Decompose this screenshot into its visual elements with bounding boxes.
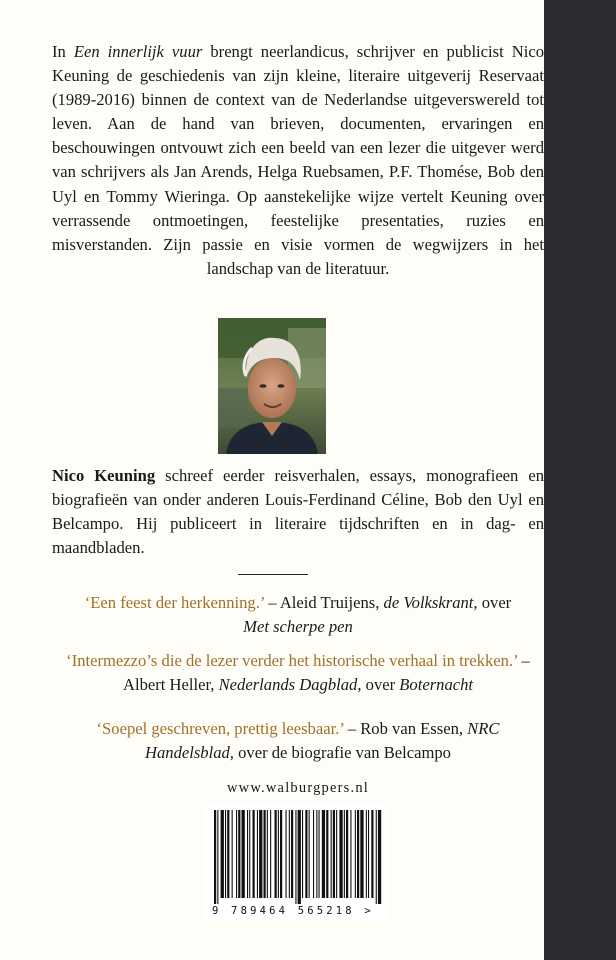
barcode-bar bbox=[313, 810, 314, 898]
review-source: Nederlands Dagblad bbox=[218, 675, 358, 695]
barcode-bar bbox=[326, 810, 328, 898]
barcode-bar bbox=[309, 810, 310, 898]
barcode-bar bbox=[270, 810, 271, 898]
barcode-bar bbox=[264, 810, 266, 898]
barcode-bar bbox=[333, 810, 335, 898]
review-attribution: – Aleid Truijens, bbox=[264, 593, 384, 612]
review-work: Met scherpe pen bbox=[243, 617, 353, 637]
barcode-bar bbox=[291, 810, 293, 898]
barcode-bar bbox=[378, 810, 381, 904]
barcode-bar bbox=[336, 810, 337, 898]
review-quote-text: ‘Soepel geschreven, prettig leesbaar.’ bbox=[96, 719, 344, 738]
barcode-bars bbox=[204, 804, 388, 906]
barcode-bar bbox=[227, 810, 229, 898]
back-cover bbox=[30, 0, 544, 960]
barcode-bar bbox=[259, 810, 262, 898]
barcode-bar bbox=[350, 810, 351, 898]
isbn-number: 9 789464 565218 > bbox=[212, 905, 374, 917]
publisher-url[interactable]: www.walburgpers.nl bbox=[226, 780, 369, 796]
barcode-bar bbox=[236, 810, 237, 898]
author-bio bbox=[52, 464, 544, 560]
barcode-bar bbox=[376, 810, 377, 904]
barcode-bar bbox=[302, 810, 303, 898]
barcode-bar bbox=[267, 810, 268, 898]
barcode-bar bbox=[232, 810, 233, 898]
review-work: Boternacht bbox=[399, 675, 474, 695]
barcode-bar bbox=[316, 810, 317, 898]
barcode-bar bbox=[346, 810, 348, 898]
review-quote-text: ‘Intermezzo’s die de lezer verder het historische verhaal in trekken.’ bbox=[66, 651, 518, 670]
author-photo bbox=[218, 318, 326, 454]
barcode-bar bbox=[322, 810, 325, 898]
review-quote-2 bbox=[52, 649, 544, 697]
barcode-bar bbox=[280, 810, 282, 898]
barcode-bar bbox=[368, 810, 369, 898]
barcode-bar bbox=[366, 810, 367, 898]
barcode-bar bbox=[305, 810, 307, 898]
review-source: NRC Handelsblad, bbox=[145, 719, 500, 763]
barcode-bar bbox=[339, 810, 342, 898]
blurb-text-start: In bbox=[52, 42, 74, 61]
review-quote-3 bbox=[52, 717, 544, 765]
book-title-italic: Een innerlijk vuur bbox=[73, 42, 203, 61]
barcode-bar bbox=[238, 810, 240, 898]
barcode-bar bbox=[257, 810, 258, 898]
barcode-bar bbox=[357, 810, 359, 898]
author-portrait-image bbox=[218, 318, 326, 454]
barcode-bar bbox=[217, 810, 218, 904]
barcode-bar bbox=[221, 810, 224, 898]
barcode-bar bbox=[371, 810, 373, 898]
barcode-bar bbox=[319, 810, 320, 898]
barcode-bar bbox=[242, 810, 245, 898]
review-attribution: – Rob van Essen, bbox=[343, 719, 468, 738]
barcode-bar bbox=[295, 810, 296, 904]
review-over: , over bbox=[473, 593, 512, 612]
barcode-bar bbox=[298, 810, 301, 904]
review-over: over de biografie van Belcampo bbox=[233, 743, 451, 763]
barcode-bar bbox=[278, 810, 279, 898]
review-quote-1 bbox=[52, 591, 544, 639]
review-source: de Volkskrant bbox=[383, 593, 474, 612]
author-bio-text: schreef eerder reisverhalen, essays, monografieen en biografieën van onder anderen Louis-Ferdinand Céline, Bob den Uyl en Belcampo. Hij publiceert in literaire tijdschriften en in dag- en maandbladen. bbox=[52, 466, 544, 558]
barcode-bar bbox=[247, 810, 248, 898]
barcode-bar bbox=[344, 810, 345, 898]
barcode-bar bbox=[249, 810, 250, 898]
barcode-bar bbox=[214, 810, 216, 904]
divider bbox=[238, 574, 308, 575]
author-name: Nico Keuning bbox=[52, 466, 156, 485]
book-blurb bbox=[52, 40, 544, 281]
barcode-bar bbox=[286, 810, 287, 898]
isbn-barcode bbox=[204, 804, 388, 922]
barcode-bar bbox=[355, 810, 356, 898]
barcode-bar bbox=[331, 810, 332, 898]
review-over: , over bbox=[357, 675, 400, 695]
book-spine bbox=[544, 0, 616, 960]
barcode-bar bbox=[225, 810, 226, 898]
barcode-bar bbox=[253, 810, 255, 898]
review-quote-text: ‘Een feest der herkenning.’ bbox=[84, 593, 265, 612]
barcode-bar bbox=[275, 810, 277, 898]
barcode-bar bbox=[360, 810, 363, 898]
blurb-text: brengt neerlandicus, schrijver en publicist Nico Keuning de geschiedenis van zijn kleine, literaire uitgeverij Reservaat (1989-2016) binnen de context van de Nederlandse uitgeverswereld tot leven. Aan de hand van brieven, documenten, ervaringen en beschouwingen ontvouwt zich een beeld van een lezer die uitgever werd van schrijvers als Jan Arends, Helga Ruebsamen, P.F. Thomése, Bob den Uyl en Tommy Wieringa. Op aanstekelijke wijze vertelt Keuning over verrassende ontmoetingen, feestelijke presentaties, ruzies en misverstanden. Zijn passie en visie vormen de wegwijzers in het landschap van de literatuur. bbox=[52, 42, 544, 278]
review-attribution: – Albert Heller, bbox=[122, 651, 530, 695]
barcode-bar bbox=[289, 810, 290, 898]
